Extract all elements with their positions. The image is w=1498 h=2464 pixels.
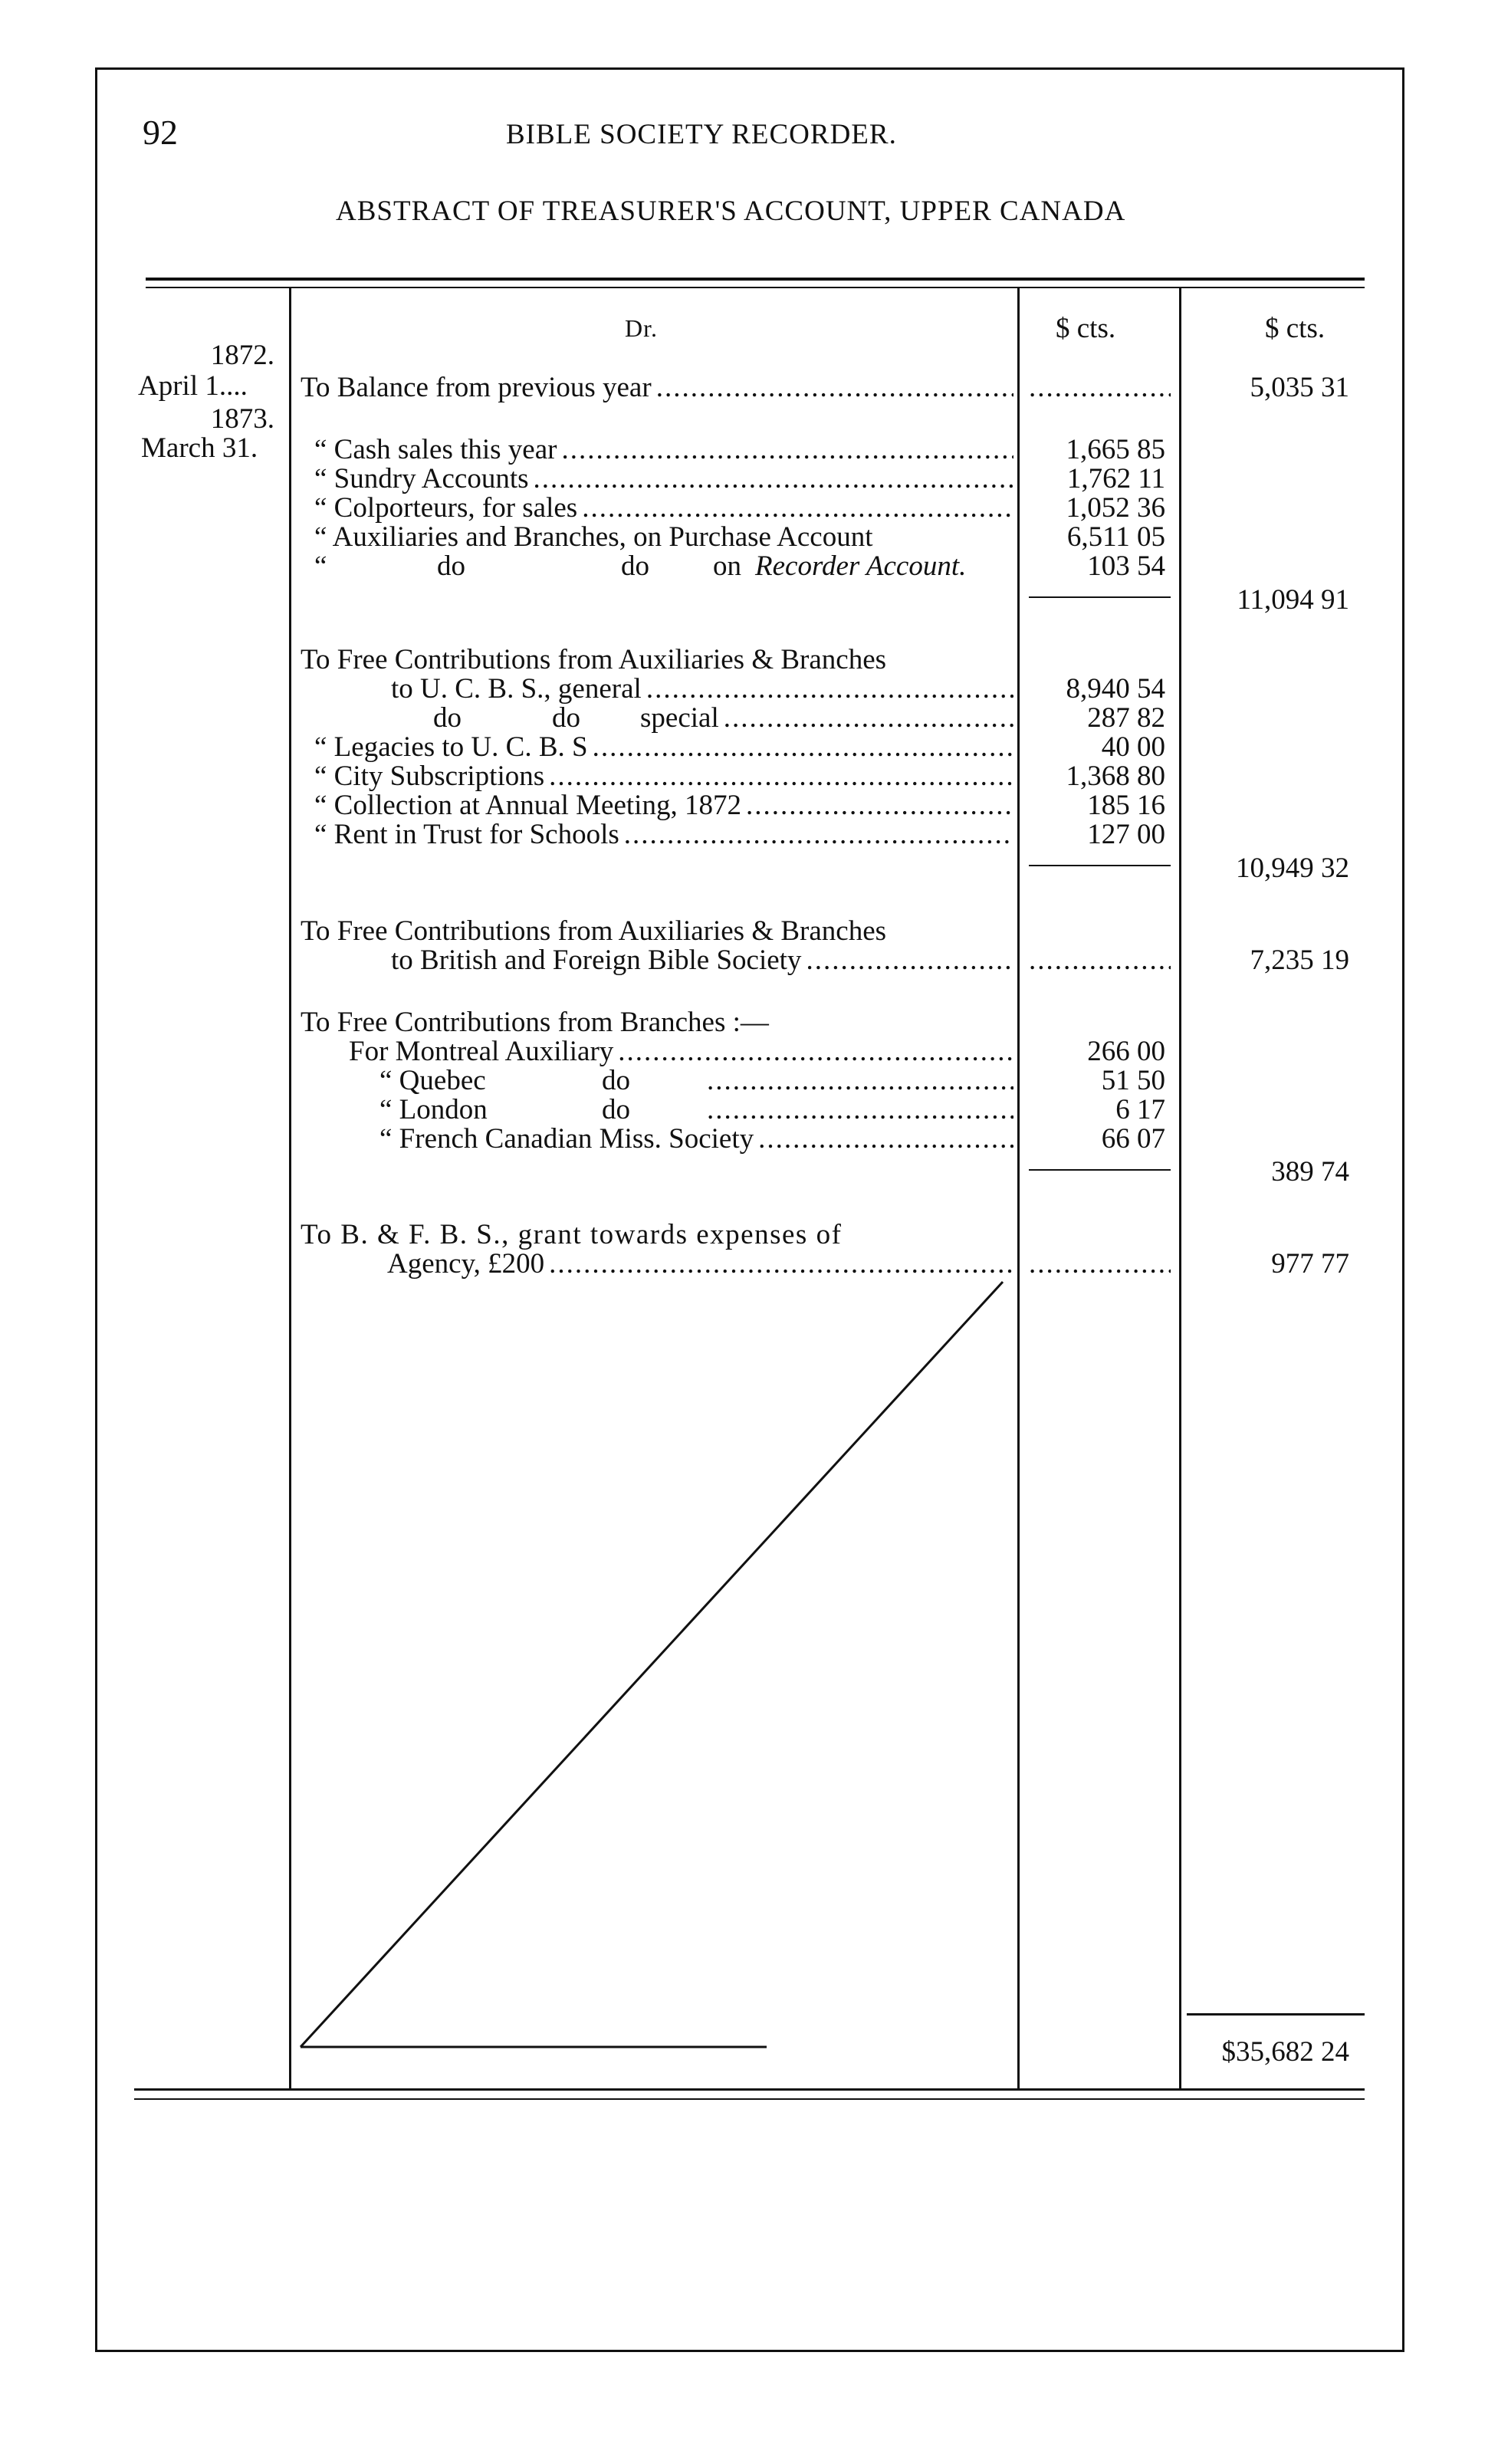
row-city-subscriptions-text: “ City Subscriptions: [314, 761, 545, 792]
row-grant-amount: 977 77: [1271, 1248, 1349, 1280]
row-special-ditto-a: do: [433, 702, 462, 734]
row-bfbs: [391, 946, 1013, 974]
desc-header: Dr.: [625, 314, 658, 342]
row-bfbs-text: to British and Foreign Bible Society: [391, 945, 802, 976]
row-french-canadian: [379, 1125, 1013, 1153]
row-balance-amount: 5,035 31: [1250, 372, 1349, 403]
subtotal-rule-3: [1029, 1169, 1171, 1171]
row-montreal: [349, 1037, 1013, 1066]
col-rule-col1: [1179, 288, 1181, 2090]
row-city-subscriptions: [314, 762, 1013, 790]
row-auxiliaries-purchase: “ Auxiliaries and Branches, on Purchase Account: [314, 521, 873, 553]
table-rule-top-1: [146, 278, 1365, 281]
row-ucbs-general: [391, 675, 1013, 703]
running-head: BIBLE SOCIETY RECORDER.: [506, 119, 897, 150]
subtotal-1: 11,094 91: [1237, 584, 1349, 616]
row-sundry-amount: 1,762 11: [1066, 463, 1165, 494]
table-rule-bottom-2: [134, 2098, 1365, 2100]
row-special-ditto-b: do: [552, 702, 580, 734]
subtotal-3: 389 74: [1271, 1156, 1349, 1188]
col2-header: $ cts.: [1265, 313, 1326, 344]
row-montreal-amount: 266 00: [1087, 1036, 1165, 1067]
row-french-canadian-text: “ French Canadian Miss. Society: [379, 1123, 754, 1155]
row-collection-amount: 185 16: [1087, 790, 1165, 821]
grand-total: $35,682 24: [1221, 2036, 1349, 2068]
row-colporteurs: [314, 494, 1013, 522]
row-quebec-amount: 51 50: [1101, 1065, 1165, 1096]
row-auxiliaries-purchase-amount: 6,511 05: [1066, 521, 1165, 553]
subtotal-rule-2: [1029, 865, 1171, 866]
year-1873: 1873.: [210, 403, 274, 435]
row-collection: [314, 791, 1013, 820]
row-montreal-text: For Montreal Auxiliary: [349, 1036, 614, 1067]
year-1872: 1872.: [210, 340, 274, 371]
row-grant-col1-leader: [1029, 1250, 1171, 1278]
page-number: 92: [143, 113, 178, 152]
row-grant-heading: To B. & F. B. S., grant towards expenses of: [301, 1219, 843, 1250]
row-free-contrib-ucbs-heading: To Free Contributions from Auxiliaries & Branches: [301, 644, 887, 675]
row-recorder-amount: 103 54: [1087, 550, 1165, 582]
frame-right: [1402, 67, 1404, 2352]
row-bfbs-col1-leader: [1029, 946, 1171, 974]
row-legacies-text: “ Legacies to U. C. B. S: [314, 731, 588, 763]
row-quebec-label: “ Quebec: [379, 1065, 486, 1096]
row-special-amount: 287 82: [1087, 702, 1165, 734]
row-rent-text: “ Rent in Trust for Schools: [314, 819, 619, 850]
row-ucbs-general-text: to U. C. B. S., general: [391, 673, 642, 705]
row-sundry-text: “ Sundry Accounts: [314, 463, 529, 494]
row-london: [602, 1096, 1013, 1124]
subtotal-2: 10,949 32: [1236, 853, 1349, 884]
row-sundry: [314, 465, 1013, 493]
row-special-text: special: [640, 702, 719, 734]
row-recorder-ditto-c: do: [621, 550, 649, 582]
row-city-subscriptions-amount: 1,368 80: [1066, 761, 1165, 792]
subtotal-rule-1: [1029, 596, 1171, 598]
page-title: ABSTRACT OF TREASURER'S ACCOUNT, UPPER CANADA: [336, 195, 1126, 227]
row-grant-agency-text: Agency, £200: [387, 1248, 545, 1280]
row-french-canadian-amount: 66 07: [1101, 1123, 1165, 1155]
row-recorder-on: on: [713, 550, 741, 582]
table-rule-bottom-1: [134, 2088, 1365, 2091]
row-colporteurs-amount: 1,052 36: [1066, 492, 1165, 524]
frame-top: [95, 67, 1404, 70]
frame-bottom: [95, 2350, 1404, 2352]
row-special: [640, 704, 1013, 732]
row-collection-text: “ Collection at Annual Meeting, 1872: [314, 790, 741, 821]
row-free-contrib-bfbs-heading: To Free Contributions from Auxiliaries & Branches: [301, 915, 887, 947]
blank-space-diagonal-stroke: [291, 1273, 1020, 2055]
row-recorder-account: Recorder Account.: [755, 550, 967, 582]
row-cash-sales-amount: 1,665 85: [1066, 434, 1165, 465]
date-april-1: April 1....: [138, 370, 248, 402]
row-bfbs-amount: 7,235 19: [1250, 945, 1349, 976]
frame-left: [95, 67, 97, 2352]
row-london-ditto: do: [602, 1094, 630, 1125]
row-balance: [301, 373, 1013, 402]
row-quebec-ditto: do: [602, 1065, 630, 1096]
row-rent: [314, 820, 1013, 849]
row-colporteurs-text: “ Colporteurs, for sales: [314, 492, 578, 524]
date-march-31: March 31.: [141, 432, 258, 464]
row-quebec: [602, 1066, 1013, 1095]
total-rule: [1187, 2013, 1365, 2016]
row-ucbs-general-amount: 8,940 54: [1066, 673, 1165, 705]
row-cash-sales-text: “ Cash sales this year: [314, 434, 557, 465]
row-balance-text: To Balance from previous year: [301, 372, 652, 403]
row-recorder-ditto-b: do: [437, 550, 465, 582]
row-recorder-ditto-a: “: [314, 550, 327, 582]
col1-header: $ cts.: [1056, 313, 1116, 344]
row-london-amount: 6 17: [1115, 1094, 1165, 1125]
row-legacies-amount: 40 00: [1101, 731, 1165, 763]
row-london-label: “ London: [379, 1094, 488, 1125]
table-rule-top-2: [146, 287, 1365, 288]
row-cash-sales: [314, 435, 1013, 464]
row-legacies: [314, 733, 1013, 761]
row-balance-col1-leader: [1029, 373, 1171, 402]
row-rent-amount: 127 00: [1087, 819, 1165, 850]
row-branches-heading: To Free Contributions from Branches :—: [301, 1007, 769, 1038]
